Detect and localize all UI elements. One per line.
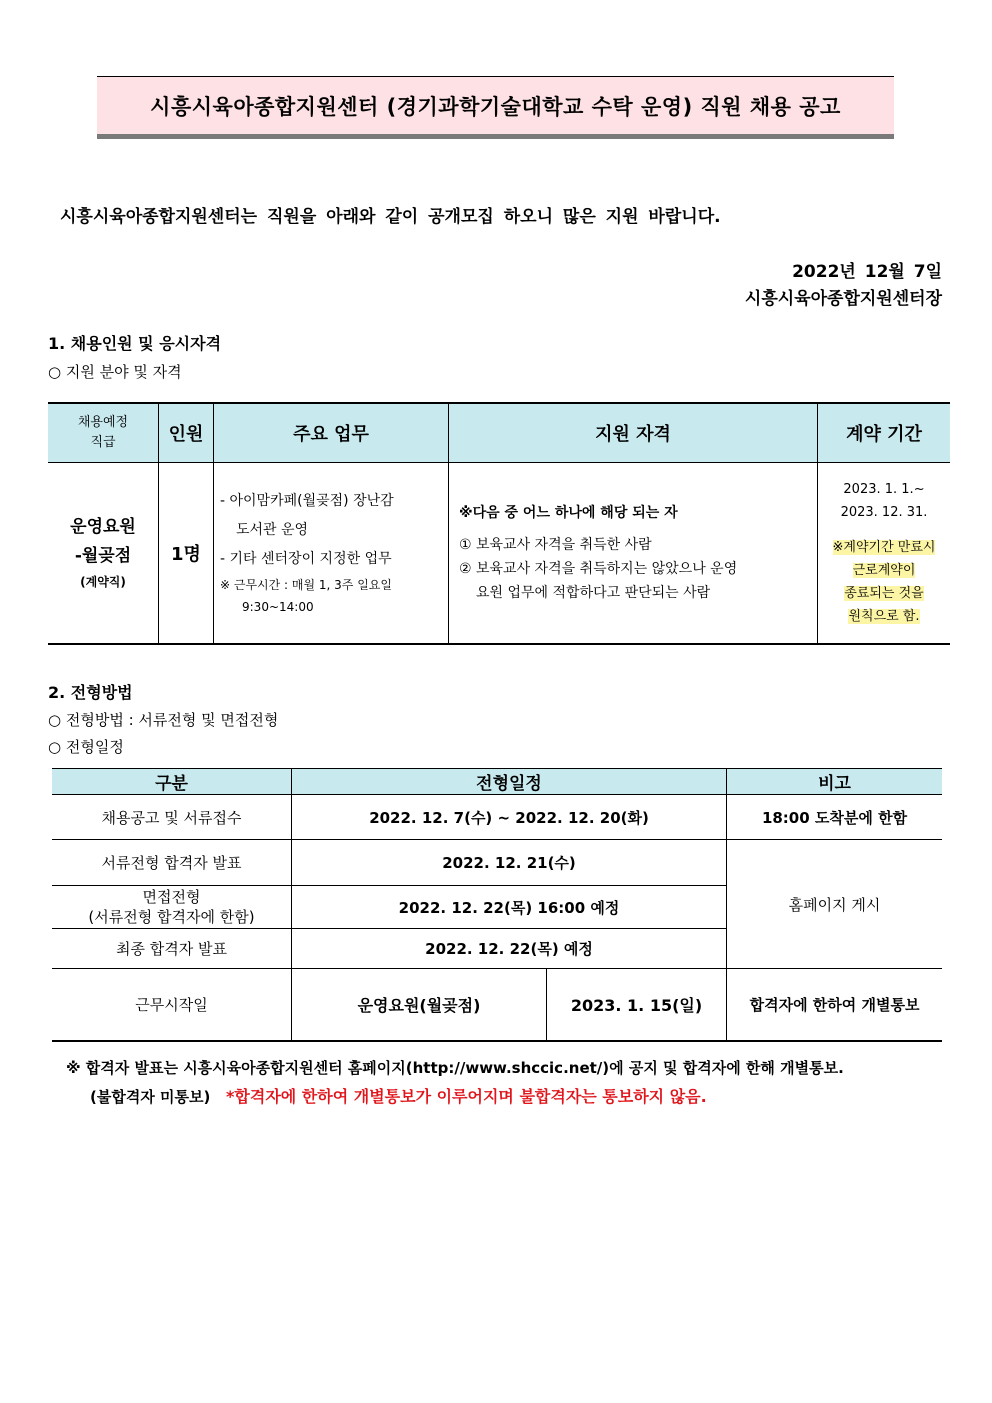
section1-heading: 1. 채용인원 및 응시자격 [48,334,222,353]
header-qualification: 지원 자격 [449,403,818,463]
title-banner [97,76,894,139]
notice-date: 2022년 12월 7일 [792,262,942,282]
footnote-line2 [90,1084,707,1107]
remark-cell: 합격자에 한하여 개별통보 [727,969,942,1041]
table-row [52,840,942,886]
section1-bullet: ○ 지원 분야 및 자격 [48,363,182,381]
header-rank: 채용예정 직급 [48,403,159,463]
issuer: 시흥시육아종합지원센터장 [744,289,942,309]
table-row [48,463,950,644]
cell-qualification: ※다음 중 어느 하나에 해당 되는 자 ① 보육교사 자격을 취득한 사람 ② 보육교사 자격을 취득하지는 않았으나 운영 요원 업무에 적합하다고 판단되는 사람 [449,463,818,644]
page-title: 시흥시육아종합지원센터 (경기과학기술대학교 수탁 운영) 직원 채용 공고 [150,94,841,119]
header-duties: 주요 업무 [214,403,449,463]
remark-cell: 홈페이지 게시 [727,840,942,969]
schedule-cell: 2022. 12. 7(수) ~ 2022. 12. 20(화) [292,795,727,840]
footnote-line1: ※ 합격자 발표는 시흥시육아종합지원센터 홈페이지(http://www.shccic.net/)에 공지 및 합격자에 한해 개별통보. [66,1059,844,1077]
schedule-table [52,768,942,1042]
cell-period: 2023. 1. 1.~ 2023. 12. 31. ※계약기간 만료시 근로계약이 종료되는 것을 원칙으로 함. [818,463,951,644]
section2-heading: 2. 전형방법 [48,683,133,702]
header-period: 계약 기간 [818,403,951,463]
cell-count: 1명 [159,463,214,644]
table-header-row [48,403,950,463]
schedule-cell: 2022. 12. 22(목) 16:00 예정 [292,886,727,929]
section2-bullet-schedule: ○ 전형일정 [48,738,124,756]
header-schedule: 전형일정 [292,769,727,795]
header-remark: 비고 [727,769,942,795]
footnote-prefix: (불합격자 미통보) [90,1088,211,1106]
schedule-header-row [52,769,942,795]
category-cell: 면접전형 (서류전형 합격자에 한함) [52,886,292,929]
category-cell: 최종 합격자 발표 [52,929,292,969]
intro-text: 시흥시육아종합지원센터는 직원을 아래와 같이 공개모집 하오니 많은 지원 바랍니다. [60,207,721,227]
remark-cell: 18:00 도착분에 한함 [727,795,942,840]
schedule-cell: 2022. 12. 22(목) 예정 [292,929,727,969]
position-cell: 운영요원(월곶점) [292,969,547,1041]
header-count: 인원 [159,403,214,463]
category-cell: 서류전형 합격자 발표 [52,840,292,886]
schedule-cell: 2023. 1. 15(일) [547,969,727,1041]
cell-rank: 운영요원 -월곶점 (계약직) [48,463,159,644]
table-row [52,969,942,1041]
category-cell: 채용공고 및 서류접수 [52,795,292,840]
table-row [52,795,942,840]
category-cell: 근무시작일 [52,969,292,1041]
header-category: 구분 [52,769,292,795]
recruitment-table [48,402,950,645]
footnote-red-notice: *합격자에 한하여 개별통보가 이루어지며 불합격자는 통보하지 않음. [226,1087,707,1106]
section2-bullet-method: ○ 전형방법 : 서류전형 및 면접전형 [48,711,279,729]
cell-duties: - 아이맘카페(월곶점) 장난감 도서관 운영 - 기타 센터장이 지정한 업무 ※ 근무시간 : 매월 1, 3주 일요일 9:30~14:00 [214,463,449,644]
schedule-cell: 2022. 12. 21(수) [292,840,727,886]
